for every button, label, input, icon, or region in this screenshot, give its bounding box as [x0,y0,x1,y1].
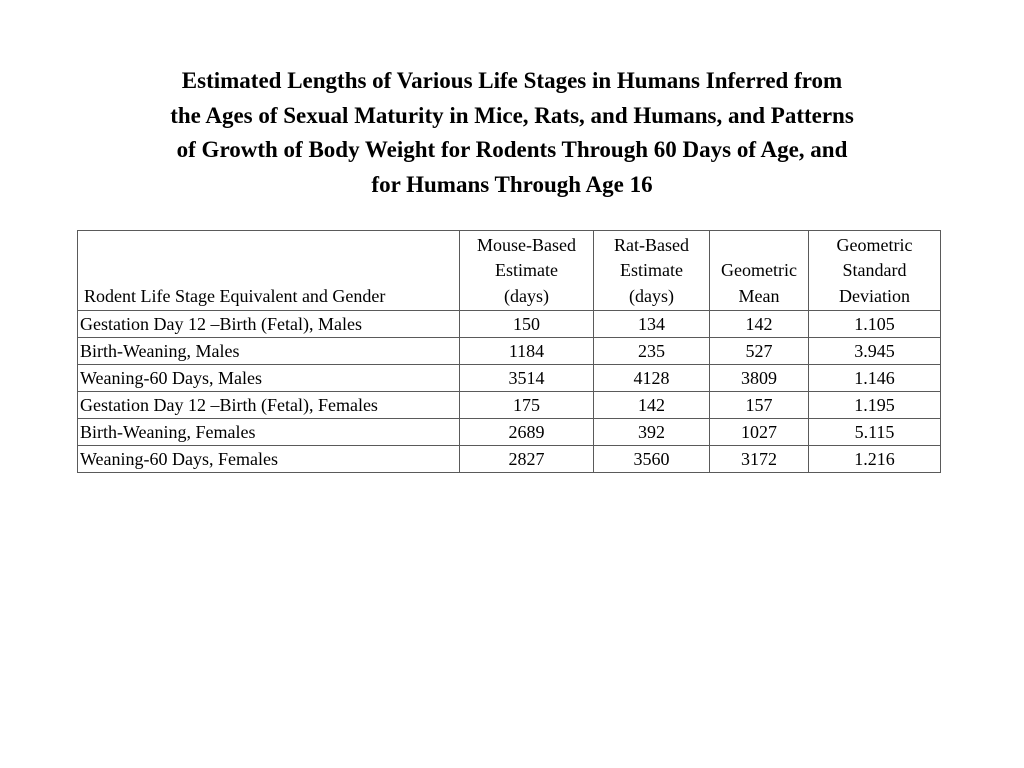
geometric-std-dev-cell: 5.115 [809,419,941,446]
row-label: Birth-Weaning, Females [78,419,460,446]
table-body [78,311,941,473]
rat-estimate-cell: 3560 [594,446,710,473]
geometric-mean-cell: 3172 [710,446,809,473]
title-line: the Ages of Sexual Maturity in Mice, Rats, and Humans, and Patterns [170,102,854,128]
geometric-std-dev-cell: 3.945 [809,338,941,365]
rat-estimate-cell: 235 [594,338,710,365]
title-line: of Growth of Body Weight for Rodents Through 60 Days of Age, and [176,137,848,162]
row-label: Gestation Day 12 –Birth (Fetal), Males [78,311,460,338]
header-life-stage: Rodent Life Stage Equivalent and Gender [78,231,460,311]
mouse-estimate-cell: 2689 [460,419,594,446]
header-row [78,231,941,311]
geometric-std-dev-cell: 1.105 [809,311,941,338]
row-label: Gestation Day 12 –Birth (Fetal), Females [78,392,460,419]
table-row [78,338,941,365]
table-row [78,311,941,338]
mouse-estimate-cell: 2827 [460,446,594,473]
header-mouse-based-estimate: Mouse-Based Estimate (days) [460,231,594,311]
geometric-mean-cell: 157 [710,392,809,419]
header-rat-based-estimate: Rat-Based Estimate (days) [594,231,710,311]
title-line: Estimated Lengths of Various Life Stages in Humans Inferred from [181,68,843,93]
row-label: Weaning-60 Days, Males [78,365,460,392]
document-title [80,64,944,202]
mouse-estimate-cell: 3514 [460,365,594,392]
geometric-std-dev-cell: 1.195 [809,392,941,419]
geometric-mean-cell: 527 [710,338,809,365]
geometric-std-dev-cell: 1.146 [809,365,941,392]
table-row [78,446,941,473]
table-row [78,392,941,419]
mouse-estimate-cell: 175 [460,392,594,419]
rat-estimate-cell: 392 [594,419,710,446]
geometric-mean-cell: 1027 [710,419,809,446]
header-geometric-mean: Geometric Mean [710,231,809,311]
table-header [78,231,941,311]
title-line: for Humans Through Age 16 [371,171,653,197]
row-label: Weaning-60 Days, Females [78,446,460,473]
mouse-estimate-cell: 150 [460,311,594,338]
rat-estimate-cell: 142 [594,392,710,419]
life-stage-table [77,230,941,473]
table-row [78,365,941,392]
table-row [78,419,941,446]
row-label: Birth-Weaning, Males [78,338,460,365]
geometric-mean-cell: 142 [710,311,809,338]
geometric-mean-cell: 3809 [710,365,809,392]
rat-estimate-cell: 4128 [594,365,710,392]
rat-estimate-cell: 134 [594,311,710,338]
geometric-std-dev-cell: 1.216 [809,446,941,473]
mouse-estimate-cell: 1184 [460,338,594,365]
header-geometric-std-dev: Geometric Standard Deviation [809,231,941,311]
